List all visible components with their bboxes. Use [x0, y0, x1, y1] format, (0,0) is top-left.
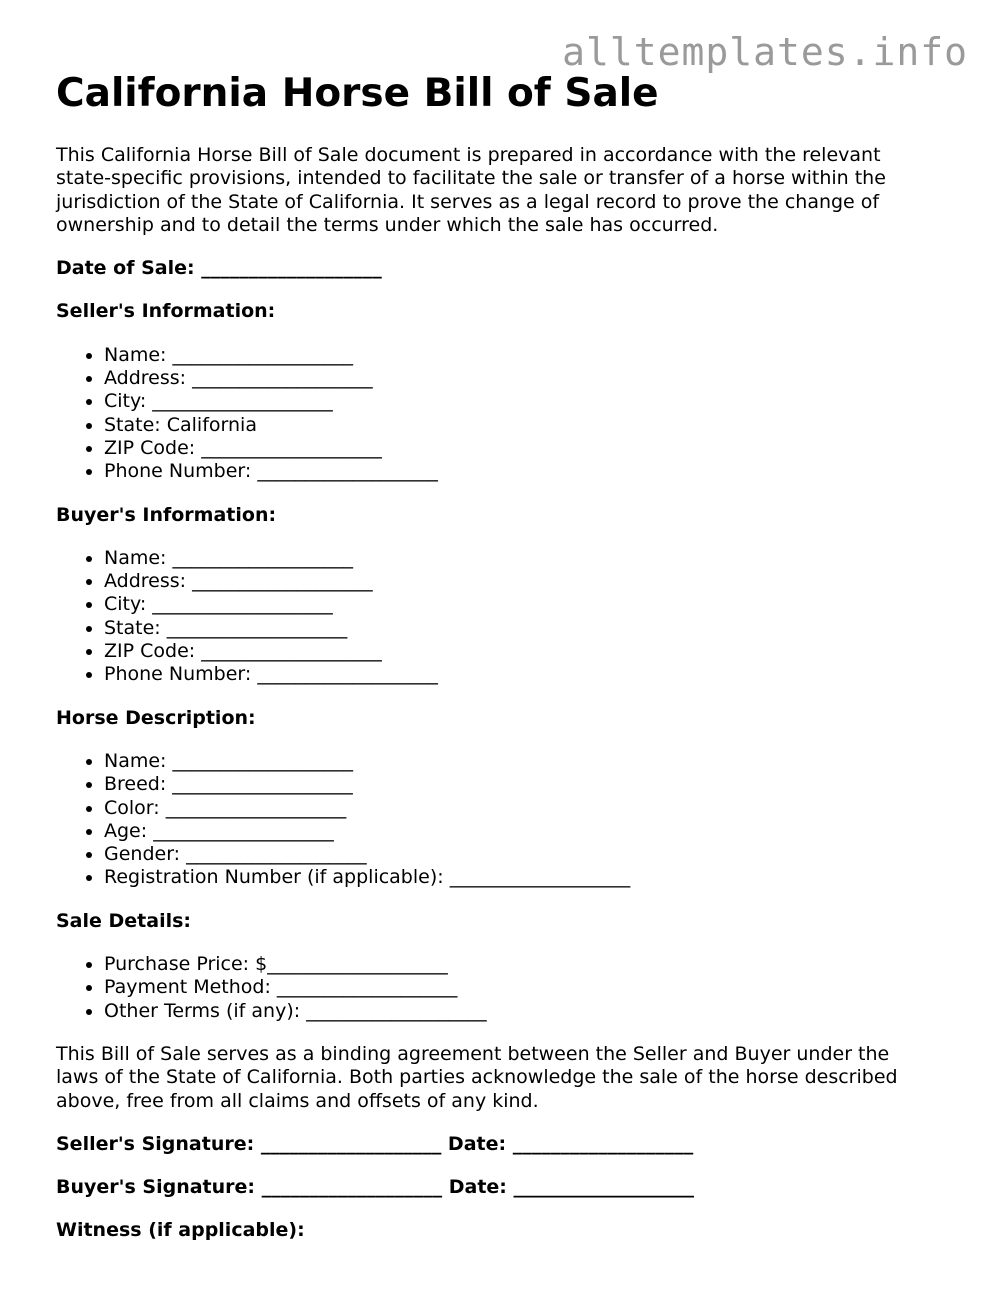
watermark: alltemplates.info — [562, 30, 968, 74]
list-item: • Phone Number: ___________________ — [104, 663, 936, 686]
horse-description-list — [56, 750, 936, 890]
list-item: • Purchase Price: $___________________ — [104, 953, 936, 976]
buyer-info-list — [56, 547, 936, 687]
list-item: • Color: ___________________ — [104, 797, 936, 820]
sale-details-heading: Sale Details: — [56, 909, 192, 932]
list-item: • City: ___________________ — [104, 390, 936, 413]
list-item: • Age: ___________________ — [104, 820, 936, 843]
document-page — [56, 68, 936, 1243]
list-item: • Registration Number (if applicable): ___________________ — [104, 866, 936, 889]
list-item: • Address: ___________________ — [104, 367, 936, 390]
agreement-paragraph: This Bill of Sale serves as a binding agreement between the Seller and Buyer under the laws of the State of California. Both parties acknowledge the sale of the horse described above, free from all claims and offsets of any kind. — [56, 1042, 898, 1112]
seller-info-list — [56, 344, 936, 484]
horse-description-heading: Horse Description: — [56, 706, 256, 729]
document-title: California Horse Bill of Sale — [56, 71, 659, 116]
seller-signature-line: Seller's Signature: ___________________ Date: ___________________ — [56, 1132, 694, 1155]
list-item: • Phone Number: ___________________ — [104, 460, 936, 483]
list-item: • Name: ___________________ — [104, 547, 936, 570]
buyer-info-heading: Buyer's Information: — [56, 503, 277, 526]
list-item: • Name: ___________________ — [104, 750, 936, 773]
date-of-sale-field: Date of Sale: ___________________ — [56, 257, 382, 280]
list-item: • Payment Method: ___________________ — [104, 976, 936, 999]
list-item: • ZIP Code: ___________________ — [104, 437, 936, 460]
list-item: • Other Terms (if any): ___________________ — [104, 1000, 936, 1023]
list-item: • City: ___________________ — [104, 593, 936, 616]
buyer-signature-line: Buyer's Signature: ___________________ Date: ___________________ — [56, 1176, 695, 1199]
seller-info-heading: Seller's Information: — [56, 300, 276, 323]
intro-paragraph: This California Horse Bill of Sale document is prepared in accordance with the relevant state-specific provisions, intended to facilitate the sale or transfer of a horse within the jurisdiction of the State of California. It serves as a legal record to prove the change of ownership and to detail the terms under which the sale has occurred. — [56, 144, 886, 236]
list-item: • Address: ___________________ — [104, 570, 936, 593]
list-item: • State: California — [104, 414, 936, 437]
list-item: • ZIP Code: ___________________ — [104, 640, 936, 663]
sale-details-list — [56, 953, 936, 1023]
list-item: • Breed: ___________________ — [104, 773, 936, 796]
witness-line: Witness (if applicable): — [56, 1219, 305, 1242]
list-item: • Gender: ___________________ — [104, 843, 936, 866]
list-item: • Name: ___________________ — [104, 344, 936, 367]
list-item: • State: ___________________ — [104, 617, 936, 640]
